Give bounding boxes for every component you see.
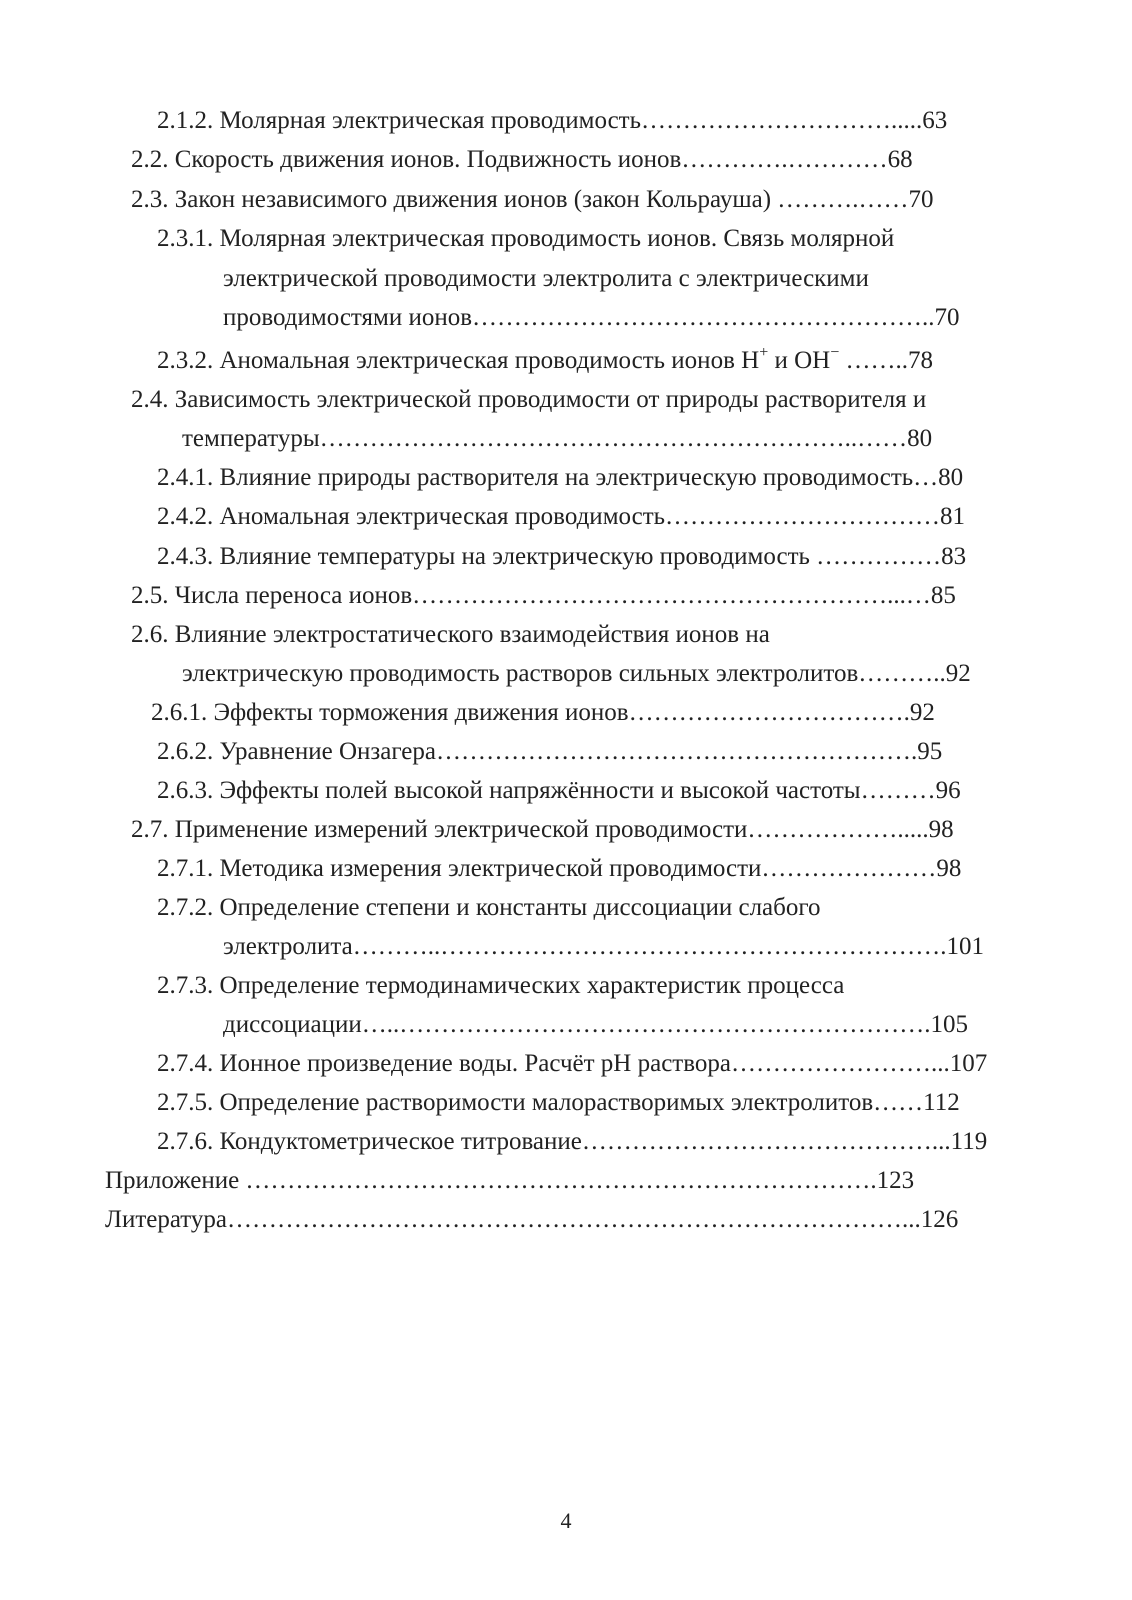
toc-entry-2-6-1: 2.6.1. Эффекты торможения движения ионов…………………………….92 bbox=[151, 699, 935, 726]
toc-entry-2-3: 2.3. Закон независимого движения ионов (закон Кольрауша) ……….……70 bbox=[131, 186, 934, 213]
toc-entry-2-3-1-line-3: проводимостями ионов………………………………………………..70 bbox=[223, 304, 960, 331]
page-number: 4 bbox=[560, 1508, 572, 1533]
toc-entry-2-7-4: 2.7.4. Ионное произведение воды. Расчёт pH раствора……………………...107 bbox=[157, 1050, 988, 1077]
toc-entry-2-7: 2.7. Применение измерений электрической проводимости……………….....98 bbox=[131, 816, 954, 843]
toc-entry-2-3-2-text: 2.3.2. Аномальная электрическая проводимость ионов H bbox=[157, 347, 760, 374]
toc-entry-2-4-line-2: температуры………………………………………………………..……80 bbox=[182, 425, 933, 452]
toc-entry-2-6-line-2: электрическую проводимость растворов сильных электролитов………..92 bbox=[182, 660, 971, 687]
h-plus-superscript: + bbox=[759, 343, 769, 361]
toc-entry-2-7-3-line-1: 2.7.3. Определение термодинамических характеристик процесса bbox=[157, 972, 845, 999]
toc-entry-2-2: 2.2. Скорость движения ионов. Подвижность ионов………….…………68 bbox=[131, 146, 913, 173]
toc-entry-appendix: Приложение ………………………………………………………………….123 bbox=[105, 1167, 915, 1194]
toc-entry-2-7-2-line-2: электролита………..…………………………………………………….101 bbox=[223, 933, 984, 960]
toc-entry-2-5: 2.5. Числа переноса ионов…………………………………………………...…85 bbox=[131, 582, 956, 609]
toc-entry-2-3-2 bbox=[157, 343, 933, 374]
toc-entry-2-7-1: 2.7.1. Методика измерения электрической проводимости…………………98 bbox=[157, 855, 962, 882]
toc-entry-2-6-3: 2.6.3. Эффекты полей высокой напряжённости и высокой частоты………96 bbox=[157, 777, 961, 804]
toc-entry-2-4-line-1: 2.4. Зависимость электрической проводимости от природы растворителя и bbox=[131, 386, 927, 413]
toc-entry-2-6-line-1: 2.6. Влияние электростатического взаимодействия ионов на bbox=[131, 621, 770, 648]
toc-entry-2-4-1: 2.4.1. Влияние природы растворителя на электрическую проводимость…80 bbox=[157, 464, 964, 491]
toc-entry-2-4-2: 2.4.2. Аномальная электрическая проводимость……………………………81 bbox=[157, 503, 966, 530]
toc-entry-2-3-1-line-2: электрической проводимости электролита с электрическими bbox=[223, 265, 869, 292]
toc-entry-2-7-6: 2.7.6. Кондуктометрическое титрование……………………………………...119 bbox=[157, 1128, 988, 1155]
toc-entry-2-4-3: 2.4.3. Влияние температуры на электрическую проводимость ……………83 bbox=[157, 543, 967, 570]
toc-entry-2-3-2-mid: и OH bbox=[768, 347, 831, 374]
toc-entry-references: Литература………………………………………………………………………...126 bbox=[105, 1206, 959, 1233]
toc-entry-2-7-2-line-1: 2.7.2. Определение степени и константы диссоциации слабого bbox=[157, 894, 821, 921]
toc-entry-2-3-2-end: ……..78 bbox=[839, 347, 933, 374]
toc-entry-2-1-2: 2.1.2. Молярная электрическая проводимость………………………….....63 bbox=[157, 107, 948, 134]
toc-entry-2-3-1-line-1: 2.3.1. Молярная электрическая проводимость ионов. Связь молярной bbox=[157, 225, 895, 252]
toc-entry-2-7-5: 2.7.5. Определение растворимости малорастворимых электролитов……112 bbox=[157, 1089, 960, 1116]
toc-entry-2-7-3-line-2: диссоциации…..……………………………………………………….105 bbox=[223, 1011, 969, 1038]
toc-entry-2-6-2: 2.6.2. Уравнение Онзагера………………………………………………….95 bbox=[157, 738, 943, 765]
oh-minus-superscript: − bbox=[830, 343, 840, 361]
